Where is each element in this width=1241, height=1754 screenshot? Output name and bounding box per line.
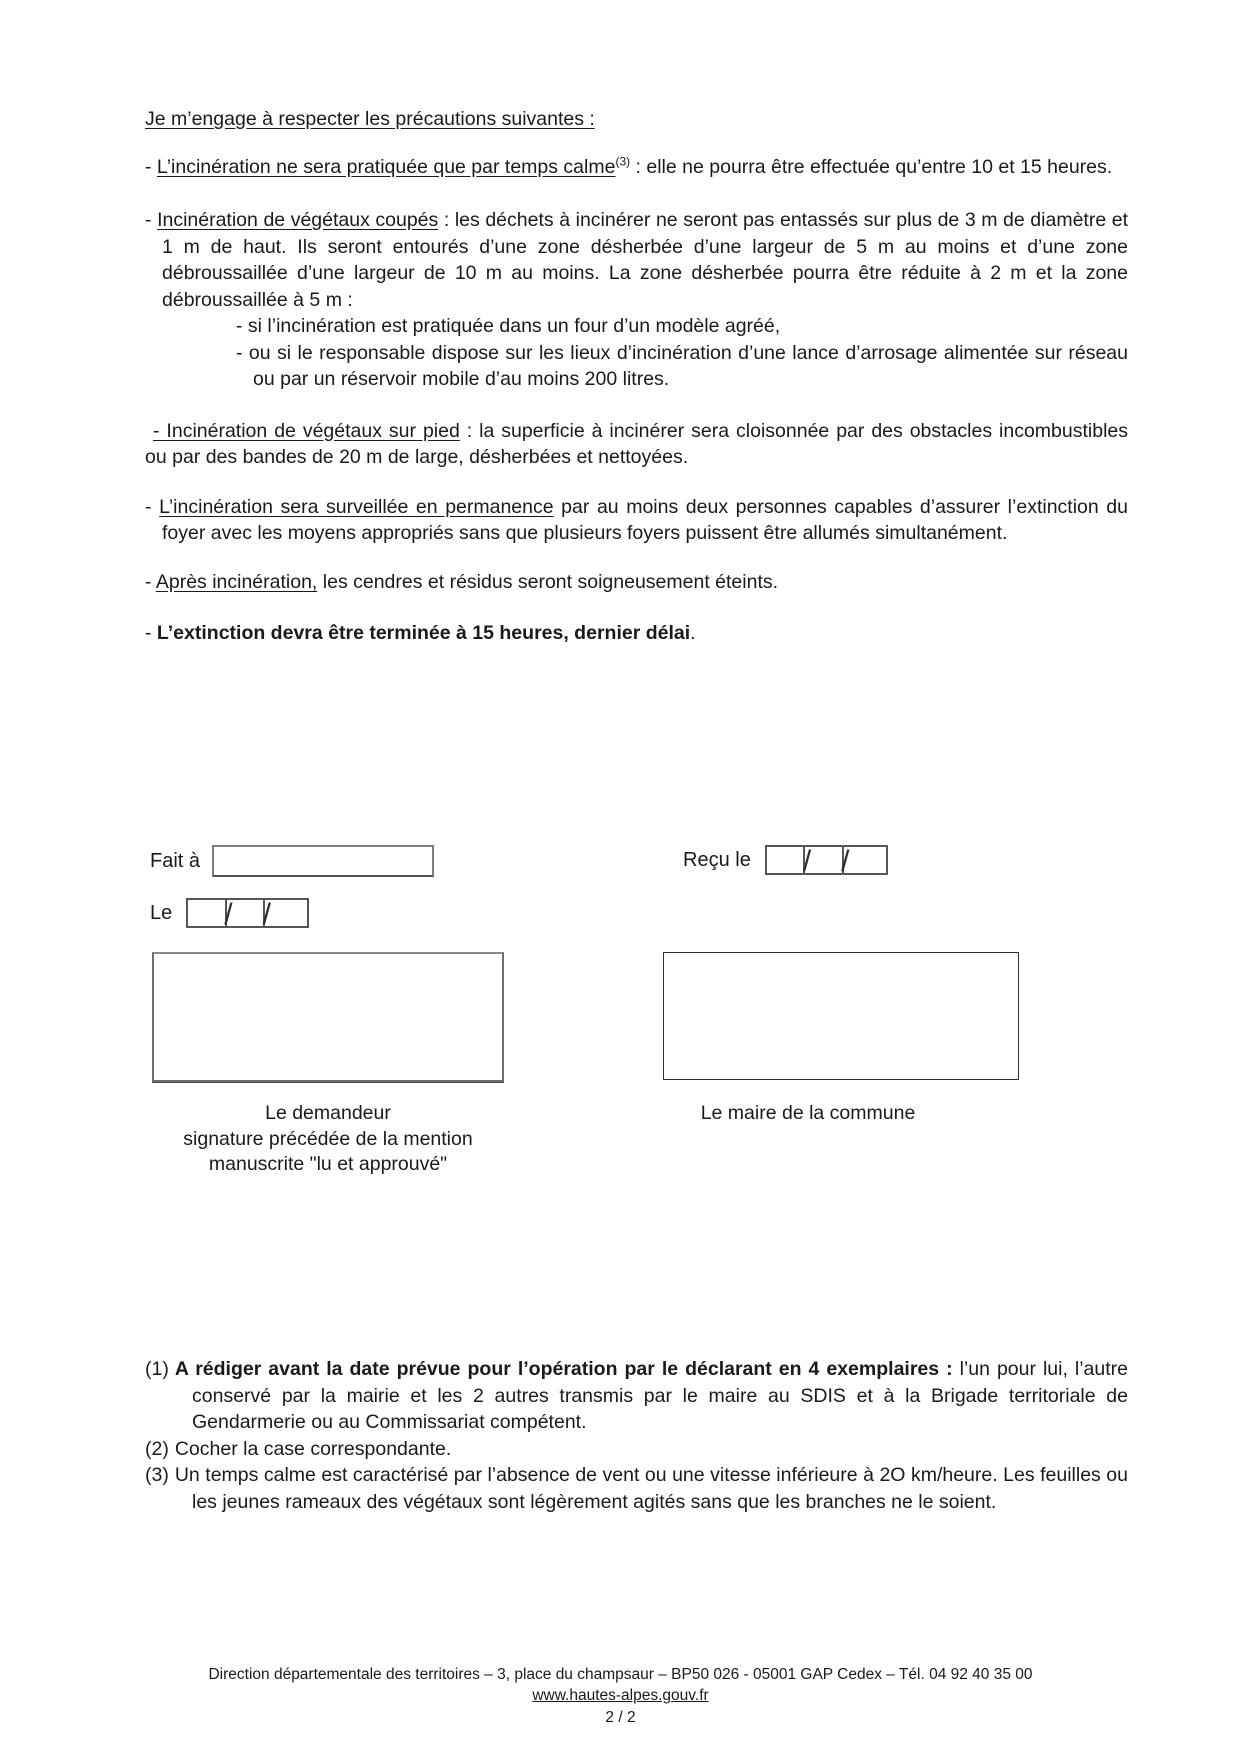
footnote-1: [145, 1356, 1128, 1436]
maire-caption: [663, 1101, 953, 1127]
bullet-temps-calme-underlined: L’incinération ne sera pratiquée que par temps calme: [156, 155, 616, 178]
bullet-vegetaux-coupes-rest: : les déchets à incinérer ne seront pas entassés sur plus de 3 m de diamètre et 1 m de haut. Ils seront entourés d’une zone désherbée d’une largeur de 5 m au moins et d’une zone débroussaillée d’une largeur de 10 m au moins. La zone désherbée pourra être réduite à 2 m et la zone débroussaillée à 5 m :: [162, 209, 1128, 311]
bullet-vegetaux-sur-pied-rest: : la superficie à incinérer sera cloisonnée par des obstacles incombustibles ou par des bandes de 20 m de large, désherbées et nettoyées.: [145, 419, 1129, 468]
le-date-group: [186, 898, 309, 931]
bullet-temps-calme: [145, 154, 1128, 181]
section-heading-text: Je m’engage à respecter les précautions suivantes :: [145, 108, 595, 130]
bullet-vegetaux-coupes-group: [145, 207, 1128, 393]
bullet-dash: -: [145, 495, 160, 518]
bullet-extinction-delai-rest: .: [690, 622, 696, 644]
bullet-vegetaux-coupes-underlined: Incinération de végétaux coupés: [157, 209, 439, 231]
bullet-apres-incineration: [145, 569, 1128, 596]
section-heading: [145, 106, 1128, 133]
le-date-row: [150, 898, 309, 931]
footnote-ref-3: (3): [615, 154, 631, 168]
fait-a-input-box[interactable]: [212, 845, 434, 877]
bullet-dash: -: [145, 155, 157, 178]
recu-le-row: [683, 845, 888, 878]
demandeur-caption-line3: manuscrite "lu et approuvé": [208, 1153, 448, 1175]
precautions-section: [145, 106, 1128, 647]
fait-a-label: Fait à: [150, 849, 201, 872]
date-separator: /: [262, 898, 271, 931]
date-separator: /: [224, 898, 233, 931]
bullet-dash: -: [145, 570, 156, 593]
bullet-surveillance: [145, 494, 1128, 547]
bullet-vegetaux-sur-pied-underlined: - Incinération de végétaux sur pied: [153, 419, 460, 442]
bullet-dash: -: [145, 622, 157, 644]
page-footer: [0, 1664, 1241, 1728]
bullet-temps-calme-rest: : elle ne pourra être effectuée qu’entre 10 et 15 heures.: [630, 155, 1113, 178]
demandeur-caption: [152, 1101, 504, 1178]
footnote-1-marker: (1): [145, 1358, 169, 1380]
footnote-1-text: l’un pour lui, l’autre conservé par la mairie et les 2 autres transmis par le maire au SDIS et à la Brigade territoriale de Gendarmerie ou au Commissariat compétent.: [192, 1358, 1129, 1433]
footer-website-link[interactable]: www.hautes-alpes.gouv.fr: [532, 1687, 709, 1704]
recu-le-label: Reçu le: [683, 848, 751, 871]
demandeur-caption-line1: Le demandeur: [265, 1102, 391, 1124]
footnote-2: [145, 1436, 1128, 1463]
bullet-apres-incineration-underlined: Après incinération,: [155, 570, 318, 593]
footnote-1-bold: A rédiger avant la date prévue pour l’opération par le déclarant en 4 exemplaires :: [174, 1358, 953, 1380]
footnote-3-text: Un temps calme est caractérisé par l’absence de vent ou une vitesse inférieure à 2O km/heure. Les feuilles ou les jeunes rameaux des végétaux sont légèrement agités sans que les branches ne le soient.: [174, 1464, 1128, 1513]
demandeur-signature-box[interactable]: [152, 952, 504, 1082]
page-number: 2 / 2: [605, 1709, 636, 1726]
sub-bullet-four-agree: - si l’incinération est pratiquée dans un four d’un modèle agréé,: [236, 315, 781, 337]
date-separator: /: [841, 845, 850, 878]
bullet-dash: -: [145, 209, 158, 231]
recu-le-date-group: [765, 845, 888, 878]
bullet-surveillance-rest: par au moins deux personnes capables d’assurer l’extinction du foyer avec les moyens appropriés sans que plusieurs foyers puissent être allumés simultanément.: [162, 495, 1128, 544]
maire-signature-box[interactable]: [663, 952, 1019, 1080]
fait-a-row: [150, 845, 434, 877]
bullet-extinction-delai-bold: L’extinction devra être terminée à 15 heures, dernier délai: [156, 622, 691, 644]
bullet-surveillance-underlined: L’incinération sera surveillée en permanence: [159, 495, 554, 518]
bullet-vegetaux-sur-pied: [145, 418, 1128, 471]
bullet-apres-incineration-rest: les cendres et résidus seront soigneusement éteints.: [317, 570, 779, 593]
sub-bullet-lance-arrosage: - ou si le responsable dispose sur les lieux d’incinération d’une lance d’arrosage alimentée sur réseau ou par un réservoir mobile d’au moins 200 litres.: [236, 341, 1128, 390]
footnote-2-marker: (2): [145, 1437, 169, 1460]
demandeur-caption-line2: signature précédée de la mention: [183, 1127, 473, 1150]
bullet-extinction-delai: [145, 620, 1128, 647]
footnotes-section: [145, 1356, 1128, 1515]
footnote-3-marker: (3): [145, 1464, 169, 1486]
footnote-3: [145, 1462, 1128, 1515]
le-label: Le: [150, 901, 173, 924]
bullet-vegetaux-coupes: [145, 207, 1128, 313]
date-separator: /: [802, 845, 812, 878]
maire-caption-line1: Le maire de la commune: [700, 1102, 916, 1124]
footer-address: Direction départementale des territoires – 3, place du champsaur – BP50 026 - 05001 GAP Cedex – Tél. 04 92 40 35 00: [208, 1666, 1033, 1683]
footnote-2-text: Cocher la case correspondante.: [174, 1437, 452, 1460]
